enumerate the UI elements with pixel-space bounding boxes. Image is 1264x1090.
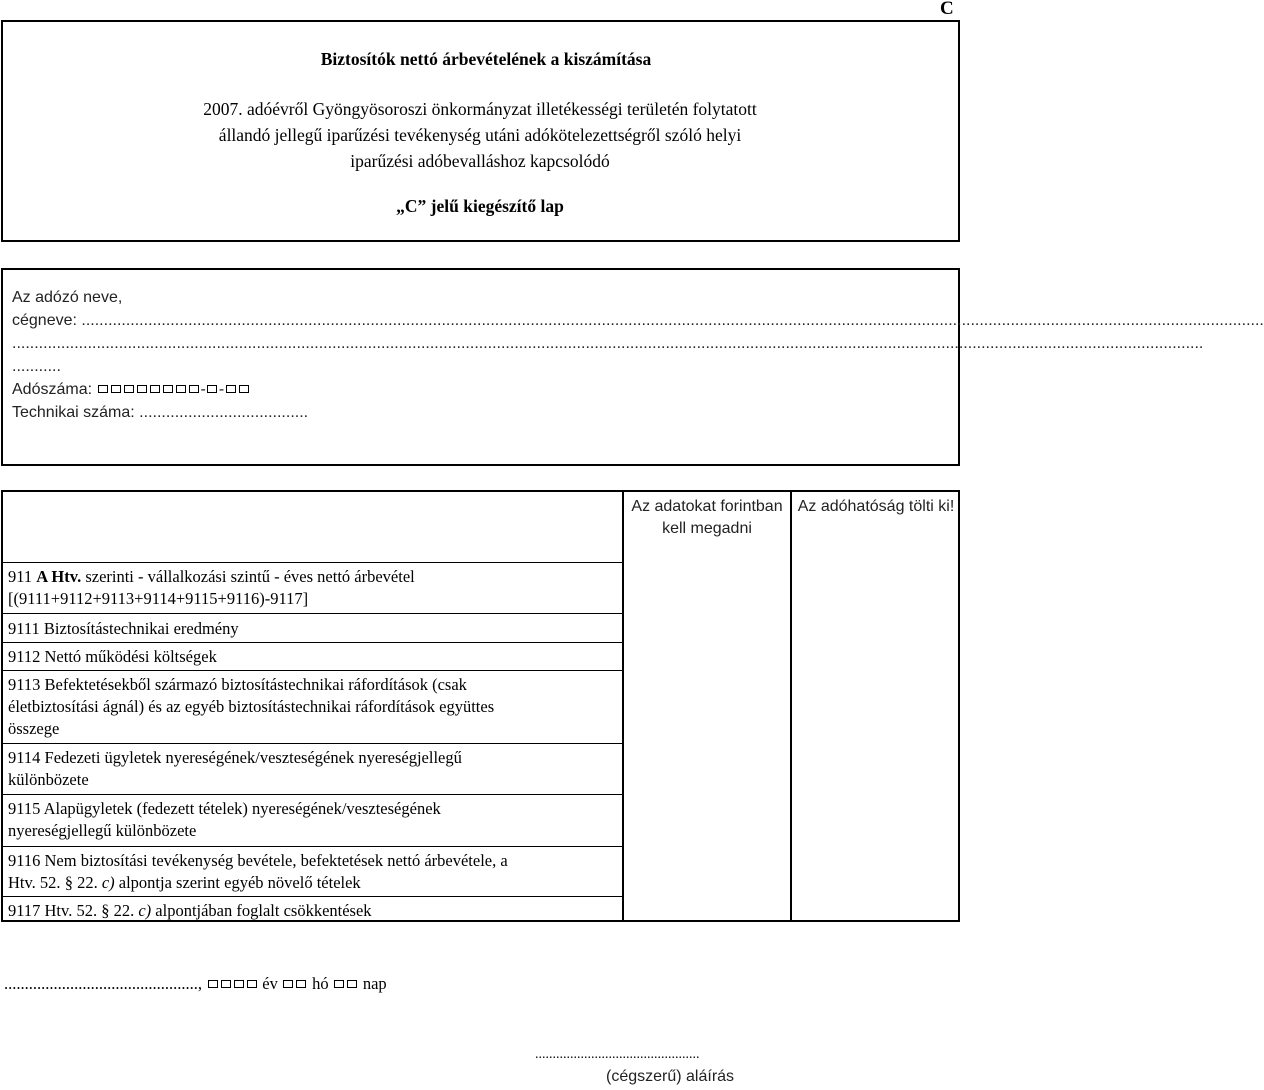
description-line-3: iparűzési adóbevalláshoz kapcsolódó: [350, 151, 610, 171]
tax-number-field[interactable]: Adószáma: - -: [12, 378, 956, 401]
company-name-field[interactable]: cégneve: ..........................................................................................................................................................................................................................................................................: [12, 312, 1264, 329]
forint-column-header: Az adatokat forintban kell megadni: [631, 498, 783, 537]
row-9115: 9115 Alapügyletek (fedezett tételek) nyereségének/veszteségének nyereségjellegű különbözete: [8, 799, 441, 840]
signature-line[interactable]: ...............................................: [535, 1047, 700, 1062]
year-label: év: [262, 974, 278, 993]
form-subtitle: „C” jelű kiegészítő lap: [396, 196, 564, 216]
taxpayer-section: [12, 286, 1264, 424]
day-label: nap: [362, 974, 387, 993]
technical-number-label: Technikai száma:: [12, 404, 140, 421]
taxpayer-name-label: Az adózó neve,: [12, 289, 123, 306]
row-9114: 9114 Fedezeti ügyletek nyereségének/veszteségének nyereségjellegű különbözete: [8, 748, 462, 789]
month-label: hó: [312, 974, 329, 993]
row-9113: 9113 Befektetésekből származó biztosítástechnikai ráfordítások (csak életbiztosítási ágnál) és az egyéb biztosítástechnikai ráfordítások együttes összege: [8, 675, 495, 738]
tax-number-label: Adószáma:: [12, 381, 97, 398]
company-name-end: ...........: [12, 358, 61, 375]
form-title: Biztosítók nettó árbevételének a kiszámítása: [320, 49, 652, 69]
date-place-dots: ...............................................,: [4, 974, 202, 993]
form-description: [0, 96, 960, 174]
row-9117: 9117 Htv. 52. § 22. c) alpontjában foglalt csökkentések: [8, 901, 372, 920]
authority-column-header: Az adóhatóság tölti ki!: [797, 498, 955, 515]
signature-label: (cégszerű) aláírás: [606, 1068, 735, 1085]
company-name-continuation[interactable]: ............................................................................................................................................................................................................................................................................: [12, 335, 1204, 352]
corner-letter: C: [940, 0, 954, 19]
row-9112: 9112 Nettó működési költségek: [8, 647, 217, 666]
description-line-2: állandó jellegű iparűzési tevékenység utáni adókötelezettségről szóló helyi: [218, 125, 742, 145]
row-9111: 9111 Biztosítástechnikai eredmény: [8, 619, 239, 638]
technical-number-field[interactable]: Technikai száma: ......................................: [12, 404, 309, 421]
description-line-1: 2007. adóévről Gyöngyösoroszi önkormányzat illetékességi területén folytatott: [203, 99, 757, 119]
row-9116: 9116 Nem biztosítási tevékenység bevétele, befektetések nettó árbevétele, a Htv. 52. § 22. c) alpontja szerint egyéb növelő tételek: [8, 851, 508, 892]
date-field[interactable]: [4, 974, 387, 994]
row-911: 911 A Htv. szerinti - vállalkozási szintű - éves nettó árbevétel [(9111+9112+9113+9114+9115+9116)-9117]: [8, 567, 415, 608]
company-name-label: cégneve:: [12, 312, 82, 329]
